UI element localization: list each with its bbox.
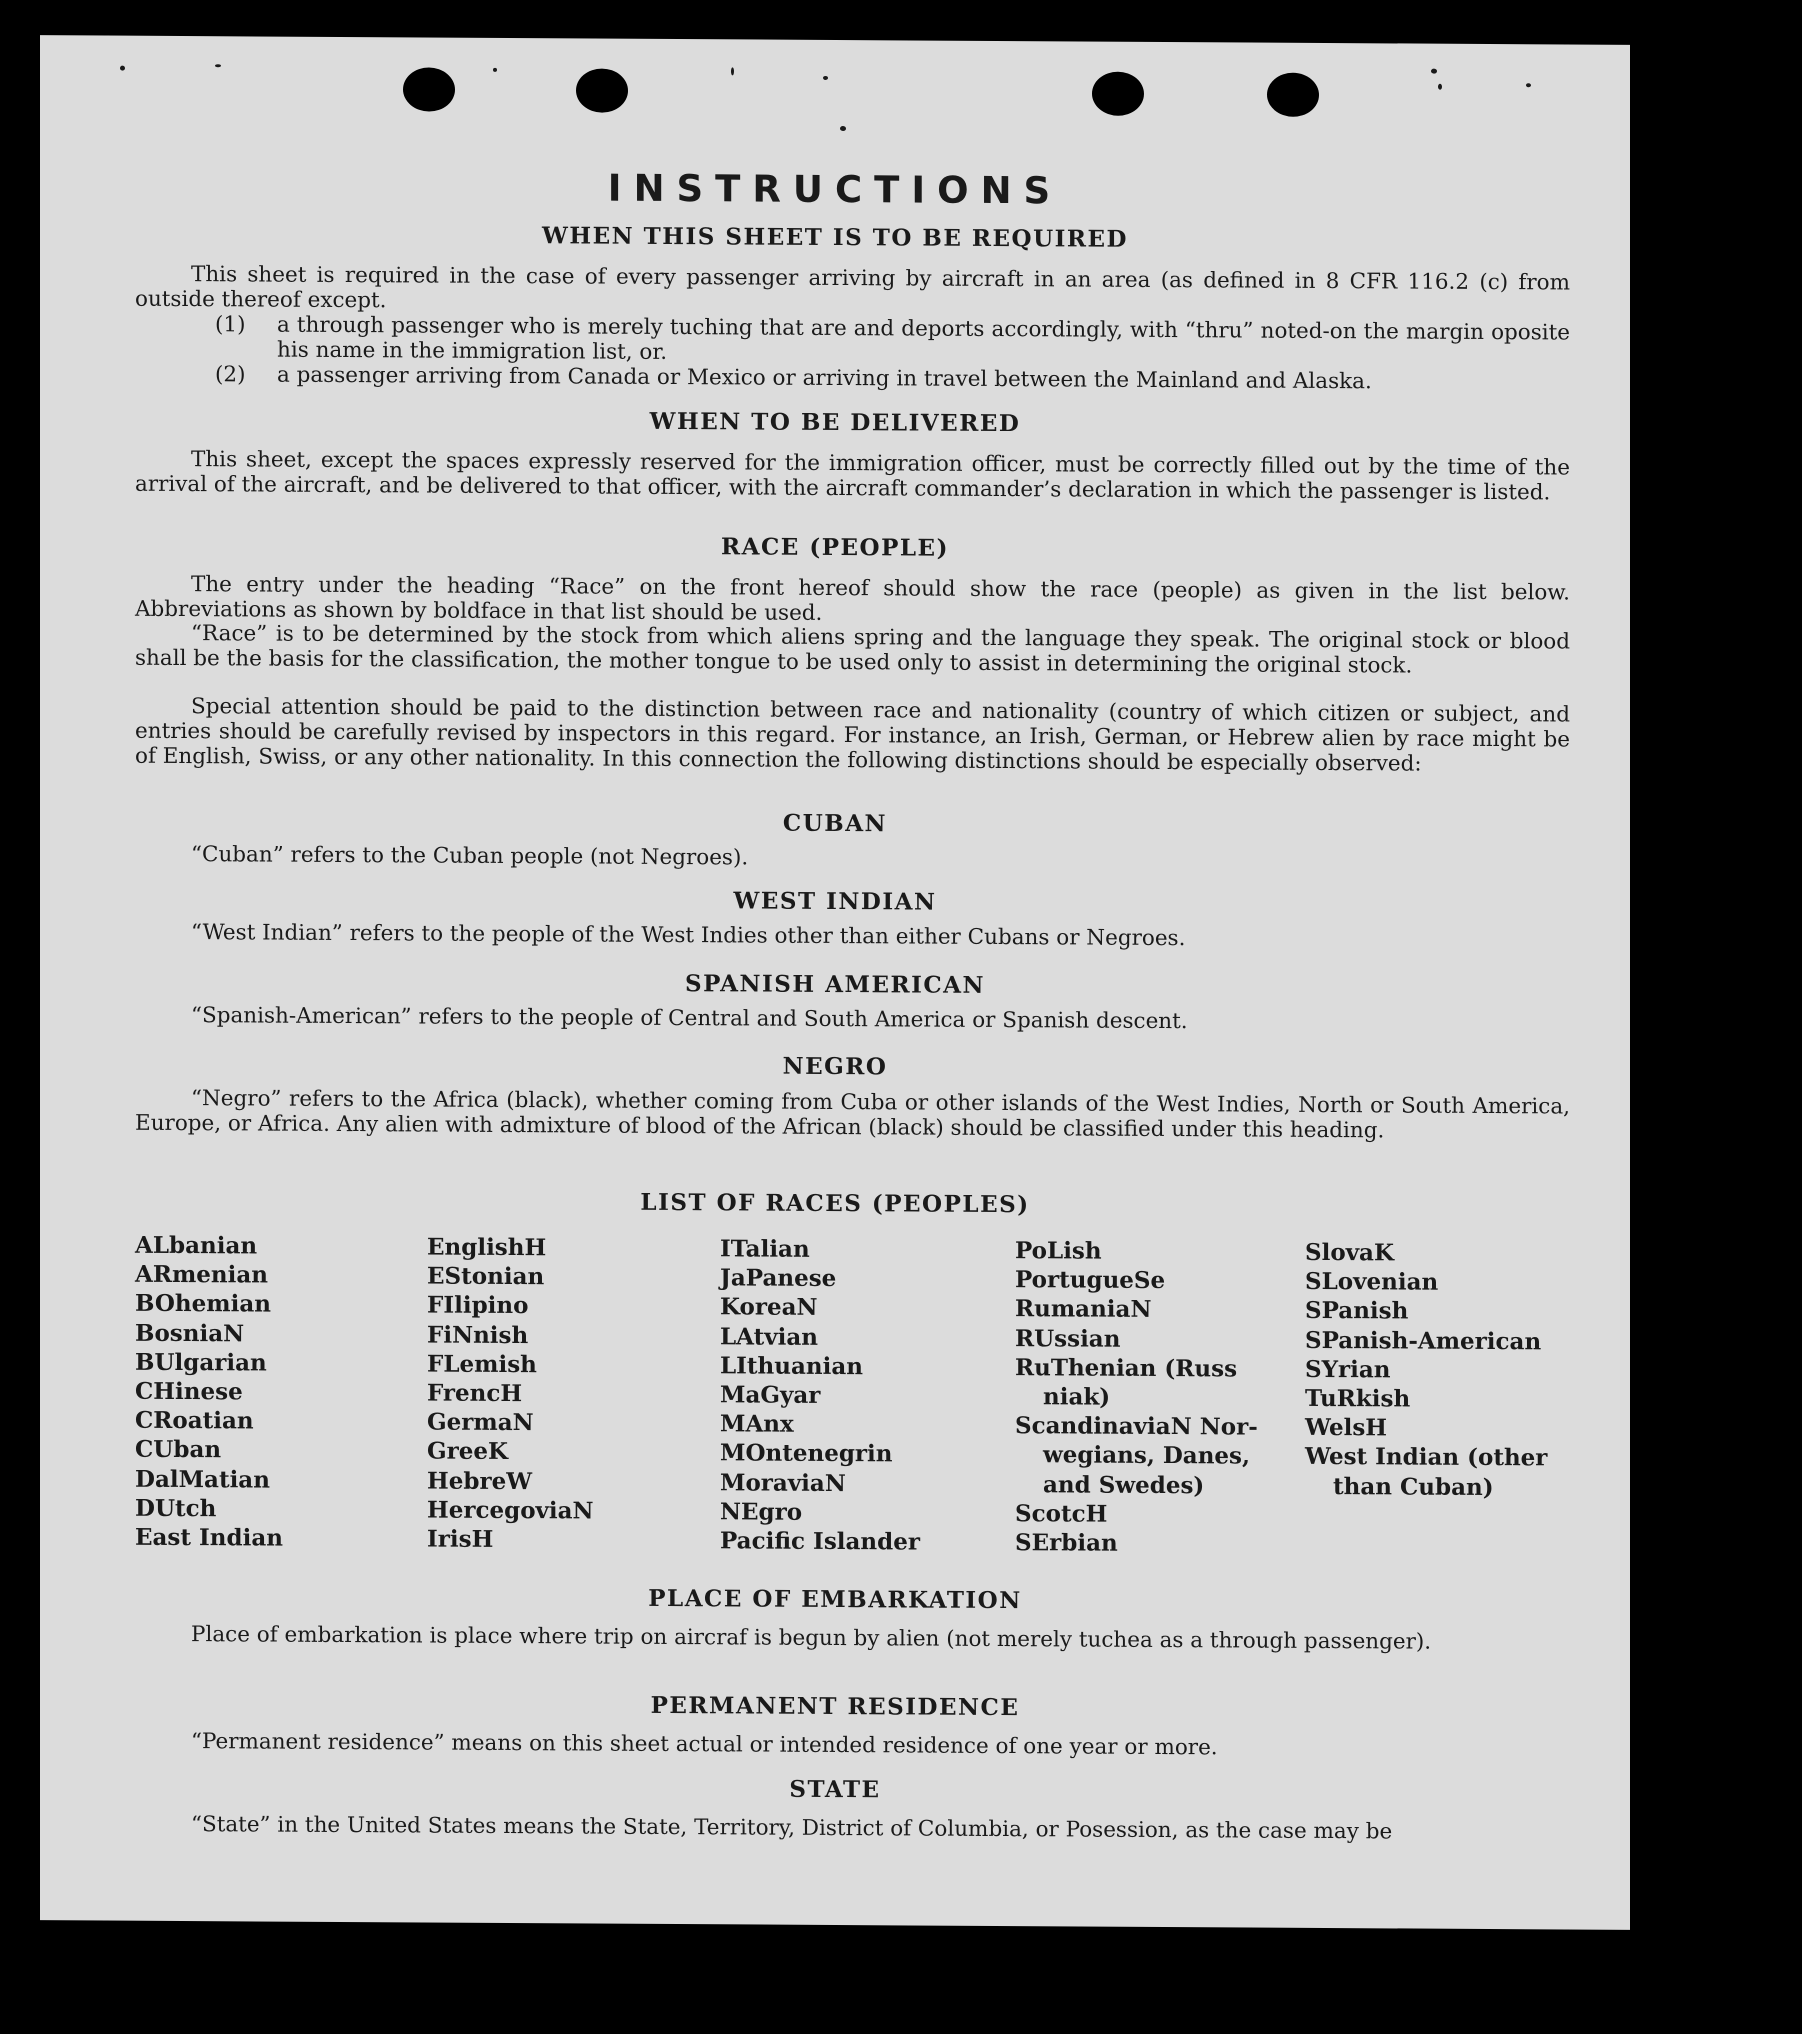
cuban-text: “Cuban” refers to the Cuban people (not Negroes). [191, 842, 749, 871]
race-entry: EStonian [427, 1262, 545, 1291]
required-item-1 [215, 312, 1570, 370]
speck [493, 68, 497, 72]
race-entry: FIlipino [427, 1291, 529, 1320]
race-entry: DUtch [135, 1494, 217, 1523]
race-entry: ScotcH [1015, 1499, 1108, 1528]
race-entry: SPanish [1305, 1297, 1409, 1325]
race-entry: FiNnish [427, 1321, 529, 1349]
speck [1526, 83, 1531, 87]
race-entry: West Indian (other [1305, 1443, 1548, 1472]
spanish-american-text: “Spanish-American” refers to the people of Central and South America or Spanish descent. [191, 1003, 1188, 1035]
race-entry: MOntenegrin [720, 1439, 893, 1468]
speck [1438, 84, 1442, 90]
race-entry: BOhemian [135, 1290, 271, 1318]
race-entry: LAtvian [720, 1322, 818, 1351]
item-text: a passenger arriving from Canada or Mexico or arriving in travel between the Mainland and Alaska. [277, 362, 1372, 395]
race-entry: SPanish-American [1305, 1326, 1542, 1355]
race-entry: HebreW [427, 1467, 533, 1495]
required-intro: This sheet is required in the case of every passenger arriving by aircraft in an area (as defined in 8 CFR 116.2 (c) from outside thereof except. [135, 262, 1570, 314]
negro-text: “Negro” refers to the Africa (black), whether coming from Cuba or other islands of the West Indies, North or South America, Europe, or Africa. Any alien with admixture of blood of the African (black) should be classified under this heading. [135, 1086, 1570, 1144]
race-entry: ScandinaviaN Nor- [1015, 1412, 1258, 1441]
item-text: a through passenger who is merely tuching that are and deports accordingly, with “thru” noted-on the margin oposite his name in the immigration list, or. [277, 312, 1570, 365]
speck [1431, 69, 1437, 74]
race-entry: BUlgarian [135, 1348, 267, 1377]
race-entry-continued: and Swedes) [1043, 1470, 1205, 1499]
speck [120, 66, 125, 71]
race-entry: PoLish [1015, 1237, 1102, 1265]
race-entry: LIthuanian [720, 1352, 863, 1380]
race-entry-continued: niak) [1043, 1383, 1111, 1411]
race-paragraph-2: “Race” is to be determined by the stock from which aliens spring and the language they speak. The original stock or blood shall be the basis for the classification, the mother tongue to be used only to assist in determining the original stock. [135, 621, 1570, 679]
race-entry: SlovaK [1305, 1238, 1394, 1267]
race-entry: ARmenian [135, 1260, 269, 1289]
race-entry: JaPanese [720, 1264, 837, 1293]
heading-negro: NEGRO [782, 1052, 888, 1081]
race-entry-continued: than Cuban) [1333, 1472, 1494, 1501]
item-number: (2) [215, 362, 246, 388]
race-entry: Pacific Islander [720, 1527, 920, 1556]
race-column-3 [720, 1234, 920, 1556]
race-entry: CRoatian [135, 1406, 254, 1435]
race-entry: RuThenian (Russ [1015, 1353, 1238, 1383]
race-entry-continued: wegians, Danes, [1043, 1441, 1250, 1470]
state-text: “State” in the United States means the State, Territory, District of Columbia, or Posession, as the case may be [191, 1812, 1393, 1845]
punch-hole [403, 67, 455, 111]
race-entry: WelsH [1305, 1414, 1388, 1442]
race-entry: KoreaN [720, 1293, 818, 1322]
race-entry: IrisH [427, 1525, 494, 1553]
race-entry: GreeK [427, 1437, 509, 1466]
race-entry: RUssian [1015, 1324, 1121, 1353]
race-entry: SErbian [1015, 1529, 1118, 1557]
page-title: INSTRUCTIONS [607, 166, 1063, 213]
race-column-5 [1305, 1238, 1547, 1502]
race-entry: EnglishH [427, 1233, 547, 1262]
heading-place-of-embarkation: PLACE OF EMBARKATION [648, 1584, 1022, 1615]
heading-permanent-residence: PERMANENT RESIDENCE [650, 1691, 1020, 1722]
race-entry: PortugueSe [1015, 1266, 1166, 1295]
race-entry: BosniaN [135, 1319, 245, 1347]
speck [840, 126, 846, 131]
race-entry: NEgro [720, 1498, 803, 1526]
race-entry: MaGyar [720, 1381, 821, 1409]
race-entry: CHinese [135, 1377, 243, 1406]
delivered-text: This sheet, except the spaces expressly reserved for the immigration officer, must be correctly filled out by the time of the arrival of the aircraft, and be delivered to that officer, with the aircraft commander’s declaration in which the passenger is listed. [135, 447, 1570, 506]
heading-when-required: WHEN THIS SHEET IS TO BE REQUIRED [542, 222, 1128, 253]
item-number: (1) [215, 312, 246, 338]
race-entry: FrencH [427, 1379, 523, 1408]
embarkation-text: Place of embarkation is place where trip on aircraf is begun by alien (not merely tuchea as a through passenger). [191, 1622, 1432, 1655]
heading-state: STATE [789, 1775, 881, 1804]
race-entry: GermaN [427, 1408, 534, 1437]
race-entry: CUban [135, 1436, 222, 1464]
west-indian-text: “West Indian” refers to the people of the West Indies other than either Cubans or Negroes. [191, 920, 1186, 952]
punch-hole [576, 68, 628, 112]
race-list [135, 1231, 1605, 1557]
race-entry: MAnx [720, 1410, 794, 1438]
punch-hole [1092, 72, 1144, 116]
heading-list-of-races: LIST OF RACES (PEOPLES) [640, 1188, 1030, 1219]
heading-when-delivered: WHEN TO BE DELIVERED [649, 407, 1021, 438]
race-entry: HercegoviaN [427, 1496, 594, 1525]
race-entry: TuRkish [1305, 1384, 1411, 1413]
race-column-4 [1015, 1236, 1258, 1559]
punch-hole [1267, 73, 1319, 117]
race-entry: MoraviaN [720, 1468, 846, 1497]
race-column-1 [135, 1231, 283, 1553]
race-column-2 [427, 1233, 594, 1555]
speck [823, 76, 828, 80]
race-entry: SYrian [1305, 1355, 1391, 1384]
instruction-sheet [40, 35, 1630, 1930]
heading-spanish-american: SPANISH AMERICAN [684, 970, 986, 999]
heading-cuban: CUBAN [782, 809, 888, 838]
heading-west-indian: WEST INDIAN [733, 887, 937, 916]
heading-race: RACE (PEOPLE) [721, 533, 949, 562]
race-entry: ALbanian [135, 1231, 258, 1260]
race-entry: DalMatian [135, 1465, 270, 1494]
speck [731, 67, 734, 75]
race-entry: FLemish [427, 1350, 537, 1378]
race-paragraph-1: The entry under the heading “Race” on the front hereof should show the race (people) as given in the list below. Abbreviations as shown by boldface in that list should be used. [135, 572, 1570, 626]
race-paragraph-3: Special attention should be paid to the distinction between race and nationality (country of which citizen or subject, and entries should be carefully revised by inspectors in this regard. For instance, an Irish, German, or Hebrew alien by race might be of English, Swiss, or any other nationality. In this connection the following distinctions should be especially observed: [135, 694, 1570, 777]
race-entry: SLovenian [1305, 1268, 1439, 1296]
race-entry: East Indian [135, 1523, 283, 1552]
speck [215, 64, 221, 67]
race-entry: ITalian [720, 1235, 810, 1263]
residence-text: “Permanent residence” means on this sheet actual or intended residence of one year or more. [191, 1729, 1218, 1761]
race-entry: RumaniaN [1015, 1295, 1152, 1324]
